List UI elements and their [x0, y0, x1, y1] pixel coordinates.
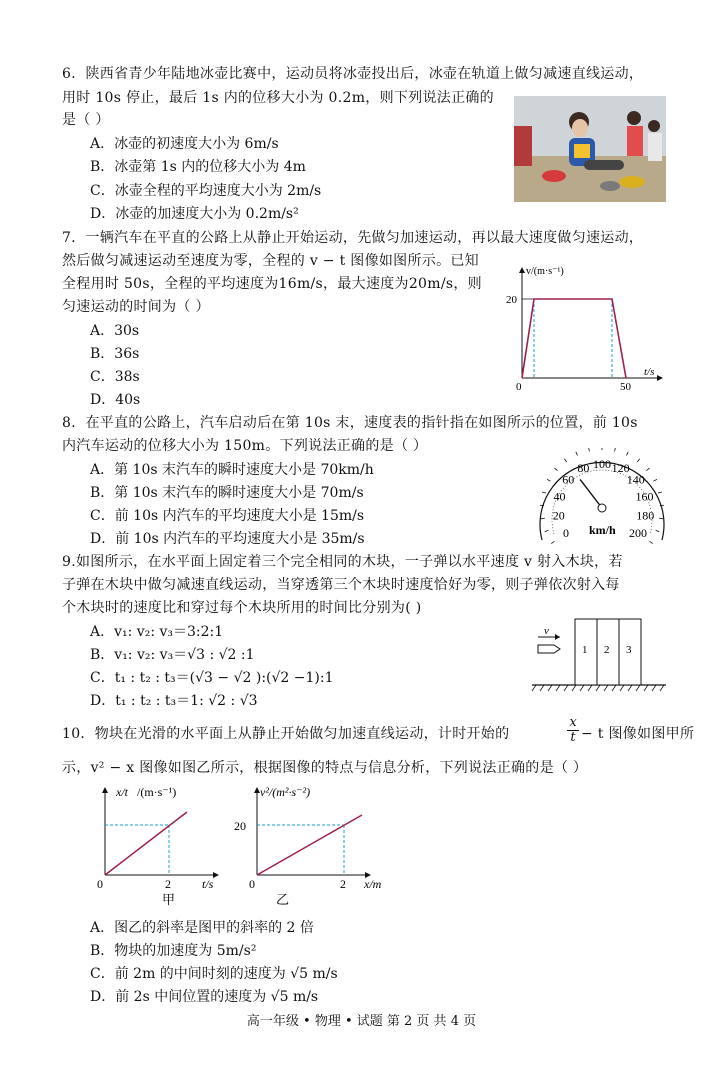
- block-2-label: 2: [604, 644, 610, 656]
- block-1-label: 1: [582, 644, 588, 656]
- q8-option-d: D．前 10s 内汽车的平均速度大小是 35m/s: [90, 531, 365, 547]
- q10b-origin: 0: [249, 877, 255, 891]
- q6-option-c: C．冰壶全程的平均速度大小为 2m/s: [90, 183, 322, 199]
- gauge-tick: [576, 452, 578, 456]
- q10-graph-a: [90, 782, 230, 908]
- q7-line-1: 7．一辆汽车在平直的公路上从静止开始运动，先做匀加速运动，再以最大速度做匀速运动，: [62, 230, 644, 246]
- q9-line-3: 个木块时的速度比和穿过每个木块所用的时间比分别为( ): [62, 600, 422, 616]
- gauge-tick: [551, 541, 554, 543]
- gauge-label-100: 100: [593, 457, 611, 471]
- q10b-xlabel: x/m: [364, 877, 382, 891]
- gauge-label-0: 0: [563, 526, 569, 541]
- gauge-tick: [658, 492, 662, 493]
- q8-line-2: 内汽车运动的位移大小为 150m。下列说法正确的是（ ）: [62, 438, 428, 454]
- q7-vt-line: [522, 299, 626, 378]
- gauge-label-80: 80: [577, 461, 590, 476]
- q8-option-a: A．第 10s 末汽车的瞬时速度大小是 70km/h: [90, 462, 374, 478]
- q8-line-1: 8．在平直的公路上，汽车启动后在第 10s 末，速度表的指针指在如图所示的位置，前 10s: [62, 415, 638, 431]
- block-3-label: 3: [626, 644, 632, 656]
- q10b-ylabel: v²/(m²·s⁻²): [260, 785, 311, 799]
- page-footer: 高一年级 • 物理 • 试题 第 2 页 共 4 页: [246, 1014, 477, 1029]
- gauge-tick: [646, 468, 649, 471]
- bullet: [538, 645, 560, 653]
- gauge-tick: [656, 530, 660, 532]
- q10a-x-tick: 2: [165, 877, 171, 891]
- q7-option-c: C．38s: [90, 369, 140, 385]
- q7-line-2: 然后做匀减速运动至速度为零，全程的 v − t 图像如图所示。已知: [62, 253, 479, 269]
- gauge-label-180: 180: [636, 508, 655, 523]
- q10a-line: [105, 812, 187, 875]
- q10-graph-b: [230, 782, 400, 908]
- q7-xlabel: t/s: [644, 366, 655, 378]
- q6-line-3: 是（ ）: [62, 112, 110, 128]
- q6-option-a: A．冰壶的初速度大小为 6m/s: [90, 136, 279, 152]
- q10-option-b: B．物块的加速度为 5m/s²: [90, 943, 257, 959]
- q10a-ylabel-frac: x/t: [116, 785, 128, 799]
- q6-line-1: 6．陕西省青少年陆地冰壶比赛中，运动员将冰壶投出后，冰壶在轨道上做匀减速直线运动，: [62, 66, 644, 82]
- q10-line-1b: − t 图像如图甲所: [581, 726, 695, 742]
- q10a-ylabel-unit: /(m·s⁻¹): [137, 785, 177, 799]
- gauge-tick: [627, 452, 629, 456]
- q8-speedometer: [532, 448, 672, 544]
- gauge-tick: [659, 518, 663, 519]
- gauge-label-40: 40: [553, 489, 566, 504]
- q10-frac-den: t: [567, 730, 579, 745]
- curling-photo: [514, 96, 666, 202]
- gauge-label-60: 60: [562, 472, 575, 487]
- q10-frac-num: x: [569, 715, 577, 730]
- q6-option-b: B．冰壶第 1s 内的位移大小为 4m: [90, 159, 306, 175]
- q9-option-a: A．v₁: v₂: v₃＝3:2:1: [90, 624, 224, 640]
- q8-option-c: C．前 10s 内汽车的平均速度大小是 15m/s: [90, 508, 365, 524]
- q9-line-1: 9.如图所示，在水平面上固定着三个完全相同的木块，一子弹以水平速度 v 射入木块，若: [62, 554, 623, 570]
- q10a-origin: 0: [97, 877, 103, 891]
- q7-x-tick: 50: [620, 381, 631, 393]
- q10b-x-tick: 2: [340, 877, 346, 891]
- q10-fraction: [567, 716, 579, 745]
- q10a-xlabel: t/s: [202, 877, 214, 891]
- q9-bullet-figure: [530, 612, 670, 692]
- q10a-caption: 甲: [162, 892, 176, 907]
- q7-y-tick: 20: [506, 294, 517, 306]
- gauge-tick: [589, 448, 590, 451]
- gauge-tick: [637, 459, 639, 462]
- q7-line-3: 全程用时 50s，全程的平均速度为16m/s，最大速度为20m/s，则: [62, 276, 482, 292]
- gauge-needle: [580, 479, 602, 508]
- q10b-line: [257, 815, 362, 875]
- q10-option-d: D．前 2s 中间位置的速度为 √5 m/s: [90, 989, 319, 1005]
- gauge-hub: [598, 504, 606, 512]
- gauge-label-160: 160: [635, 489, 654, 504]
- q10-line-1a: 10．物块在光滑的水平面上从静止开始做匀加速直线运动，计时开始的: [62, 726, 510, 742]
- q9-option-d: D．t₁ : t₂ : t₃＝1: √2 : √3: [90, 693, 258, 709]
- gauge-label-200: 200: [629, 526, 647, 541]
- q6-option-d: D．冰壶的加速度大小为 0.2m/s²: [90, 206, 299, 222]
- q10b-y-tick: 20: [234, 819, 246, 833]
- q6-line-2: 用时 10s 停止，最后 1s 内的位移大小为 0.2m，则下列说法正确的: [62, 90, 494, 106]
- q7-line-4: 匀速运动的时间为（ ）: [62, 299, 210, 315]
- gauge-label-140: 140: [626, 472, 645, 487]
- gauge-label-120: 120: [611, 461, 630, 476]
- q10b-caption: 乙: [276, 892, 290, 907]
- q9-v-label: v: [544, 625, 549, 637]
- q7-option-b: B．36s: [90, 346, 140, 362]
- gauge-tick: [650, 541, 653, 543]
- q7-ylabel: v/(m·s⁻¹): [526, 266, 564, 277]
- q7-origin: 0: [516, 381, 522, 393]
- q10-option-a: A．图乙的斜率是图甲的斜率的 2 倍: [90, 920, 314, 936]
- gauge-unit: km/h: [589, 523, 616, 537]
- q7-vt-graph: [500, 262, 670, 394]
- q9-option-c: C．t₁ : t₂ : t₃＝(√3 − √2 ):(√2 −1):1: [90, 670, 334, 686]
- q7-option-d: D．40s: [90, 392, 141, 408]
- gauge-tick: [541, 518, 545, 519]
- gauge-tick: [542, 492, 546, 493]
- q10-option-c: C．前 2m 的中间时刻的速度为 √5 m/s: [90, 966, 338, 982]
- q8-option-b: B．第 10s 末汽车的瞬时速度大小是 70m/s: [90, 485, 364, 501]
- q10-line-2: 示，v² − x 图像如图乙所示，根据图像的特点与信息分析，下列说法正确的是（ ）: [62, 760, 588, 776]
- gauge-tick: [564, 459, 566, 462]
- gauge-tick: [555, 468, 558, 471]
- q9-option-b: B．v₁: v₂: v₃＝√3 : √2 :1: [90, 647, 255, 663]
- gauge-tick: [547, 479, 551, 481]
- q7-option-a: A．30s: [90, 323, 140, 339]
- gauge-tick: [545, 530, 549, 532]
- gauge-tick: [615, 448, 616, 451]
- gauge-label-20: 20: [552, 508, 565, 523]
- q9-line-2: 子弹在木块中做匀减速直线运动，当穿透第三个木块时速度恰好为零，则子弹依次射入每: [62, 577, 620, 593]
- gauge-tick: [653, 479, 657, 481]
